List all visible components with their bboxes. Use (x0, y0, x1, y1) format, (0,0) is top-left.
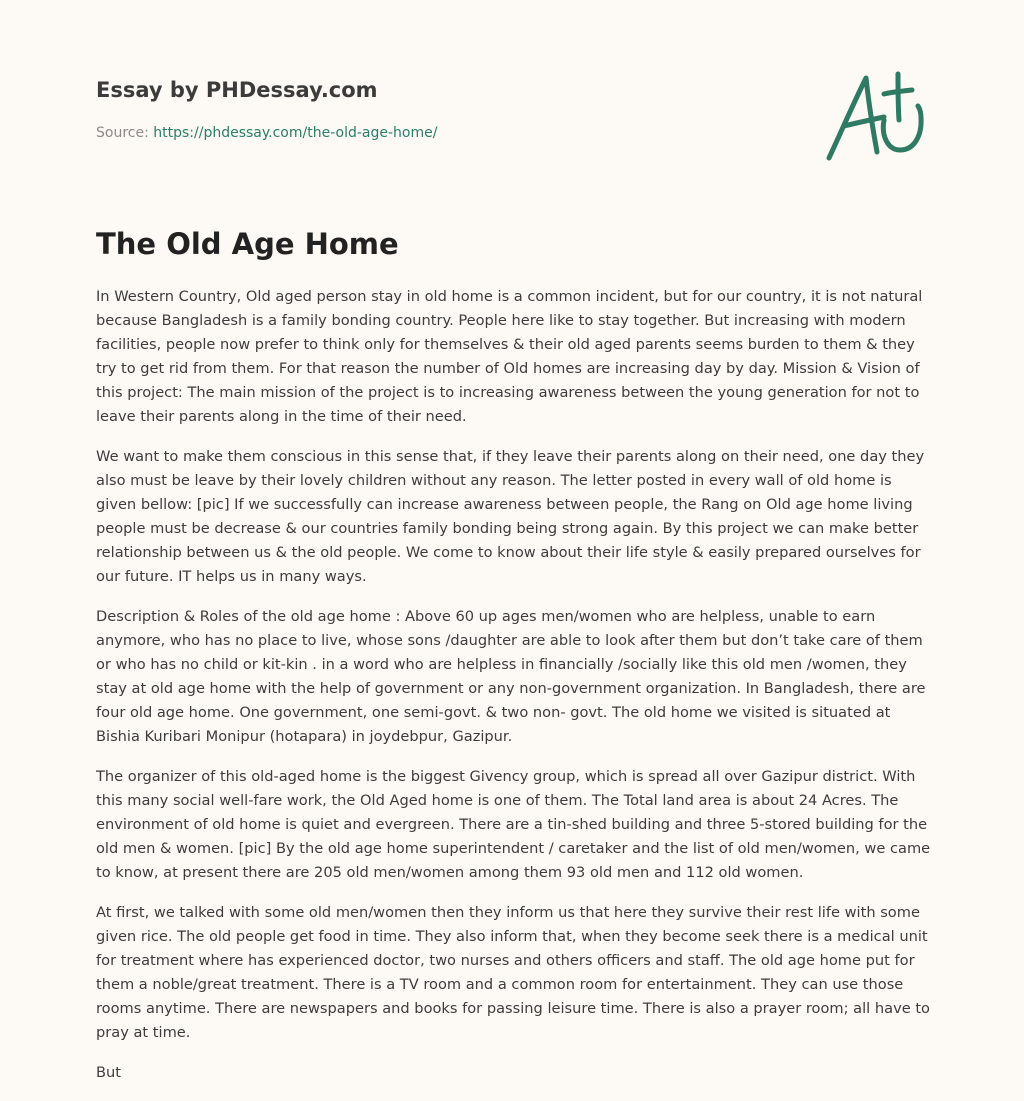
essay-paragraph: But (96, 1064, 121, 1081)
source-link[interactable]: https://phdessay.com/the-old-age-home/ (153, 125, 438, 141)
essay-header (96, 74, 736, 143)
essay-paragraph: We want to make them conscious in this sense that, if they leave their parents along on their need, one day they also must be leave by their lovely children without any reason. The letter posted in every wall of old home is given bellow: [pic] If we successfully can increase awareness between people, the Rang on Old age home living people must be decrease & our countries family bonding being strong again. By this project we can make better relationship between us & the old people. We come to know about their life style & easily prepared ourselves for our future. IT helps us in many ways. (96, 448, 925, 585)
essay-body (96, 285, 934, 1101)
essay-paragraph: Description & Roles of the old age home : Above 60 up ages men/women who are helpless, unable to earn anymore, who has no place to live, whose sons /daughter are able to look after them but don’t take care of them or who has no child or kit-kin . in a word who are helpless in financially /socially like this old men /women, they stay at old age home with the help of government or any non-government organization. In Bangladesh, there are four old age home. One government, one semi-govt. & two non- govt. The old home we visited is situated at Bishia Kuribari Monipur (hotapara) in joydebpur, Gazipur. (96, 608, 926, 745)
essay-paragraph: In Western Country, Old aged person stay in old home is a common incident, but for our country, it is not natural because Bangladesh is a family bonding country. People here like to stay together. But increasing with modern facilities, people now prefer to think only for themselves & their old aged parents seems burden to them & they try to get rid from them. For that reason the number of Old homes are increasing day by day. Mission & Vision of this project: The main mission of the project is to increasing awareness between the young generation for not to leave their parents along in the time of their need. (96, 288, 923, 425)
source-line (96, 123, 736, 143)
essay-title: The Old Age Home (96, 227, 399, 261)
site-brand: Essay by PHDessay.com (96, 78, 378, 102)
source-label: Source: (96, 125, 154, 141)
a-plus-grade-icon (820, 66, 930, 166)
essay-paragraph: At first, we talked with some old men/women then they inform us that here they survive their rest life with some given rice. The old people get food in time. They also inform that, when they become seek there is a medical unit for treatment where has experienced doctor, two nurses and others officers and staff. The old age home put for them a noble/great treatment. There is a TV room and a common room for entertainment. They can use those rooms anytime. There are newspapers and books for passing leisure time. There is also a prayer room; all have to pray at time. (96, 904, 930, 1041)
essay-paragraph: The organizer of this old-aged home is the biggest Givency group, which is spread all over Gazipur district. With this many social well-fare work, the Old Aged home is one of them. The Total land area is about 24 Acres. The environment of old home is quiet and evergreen. There are a tin-shed building and three 5-stored building for the old men & women. [pic] By the old age home superintendent / caretaker and the list of old men/women, we came to know, at present there are 205 old men/women among them 93 old men and 112 old women. (96, 768, 931, 881)
